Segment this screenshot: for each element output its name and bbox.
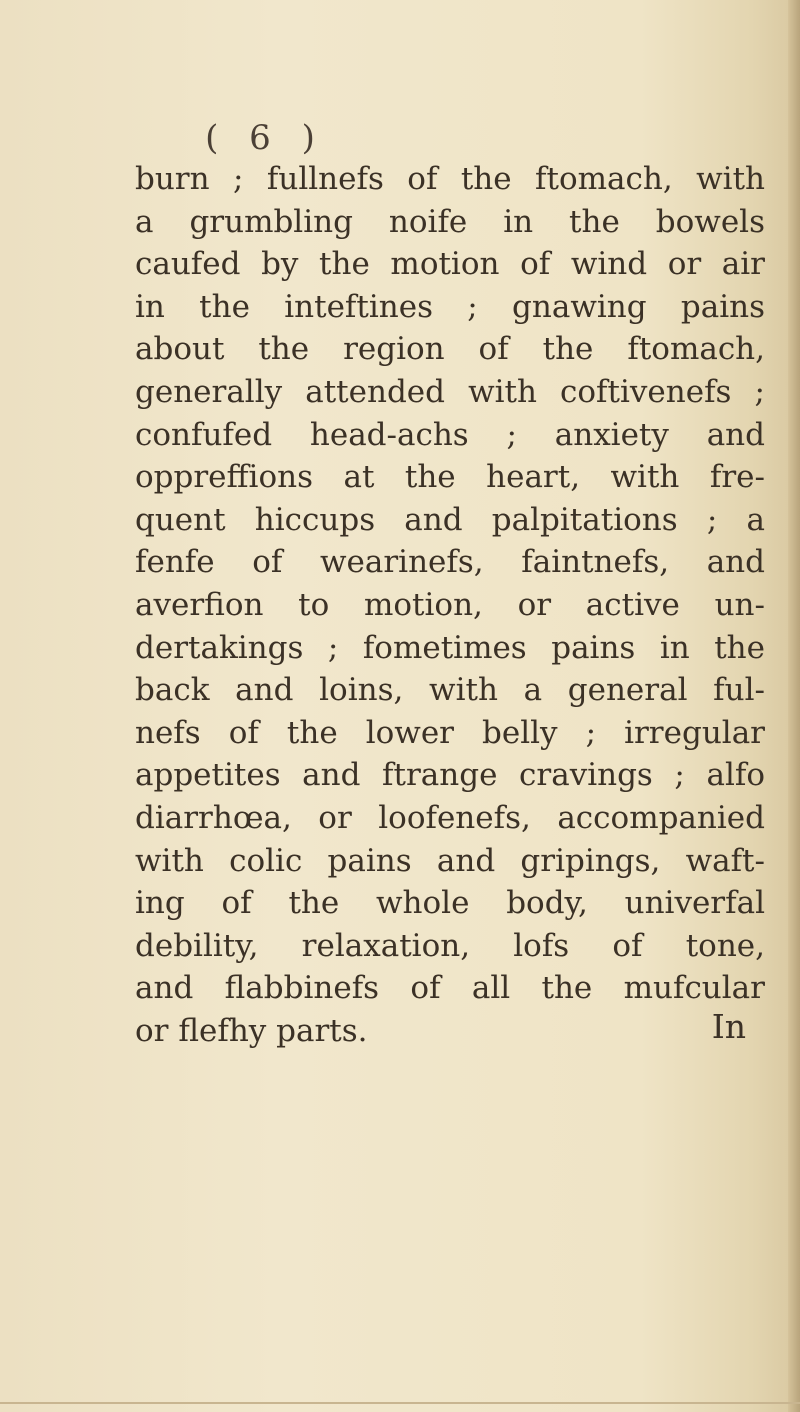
page-bottom-edge <box>0 1402 800 1404</box>
text-line: caufed by the motion of wind or air <box>135 246 765 283</box>
text-line: nefs of the lower belly ; irregular <box>135 714 765 751</box>
page-number: ( 6 ) <box>205 118 325 158</box>
text-line: a grumbling noife in the bowels <box>135 203 765 240</box>
page-edge <box>788 0 800 1412</box>
text-line: debility, relaxation, lofs of tone, <box>135 927 765 964</box>
text-line: averfion to motion, or active un- <box>135 586 765 623</box>
text-line: back and loins, with a general ful- <box>135 672 765 709</box>
text-line: confufed head-achs ; anxiety and <box>135 416 765 453</box>
catchword: In <box>711 1007 746 1046</box>
text-line: ing of the whole body, univerfal <box>135 885 765 922</box>
text-line: with colic pains and gripings, waft- <box>135 842 765 879</box>
text-line: about the region of the ftomach, <box>135 331 765 368</box>
text-line: burn ; fullnefs of the ftomach, with <box>135 161 765 197</box>
body-text <box>135 158 765 1052</box>
text-line: in the inteftines ; gnawing pains <box>135 288 765 325</box>
text-line: dertakings ; fometimes pains in the <box>135 629 765 666</box>
text-line: generally attended with coftivenefs ; <box>135 373 765 410</box>
text-line: fenfe of wearinefs, faintnefs, and <box>135 544 765 581</box>
text-line: diarrhœa, or loofenefs, accompanied <box>135 799 765 836</box>
text-line: quent hiccups and palpitations ; a <box>135 501 765 538</box>
text-line: or flefhy parts. <box>135 1012 368 1049</box>
text-line: appetites and ftrange cravings ; alfo <box>135 757 765 794</box>
text-line: and flabbinefs of all the mufcular <box>135 970 765 1007</box>
text-line: oppreffions at the heart, with fre- <box>135 459 765 496</box>
